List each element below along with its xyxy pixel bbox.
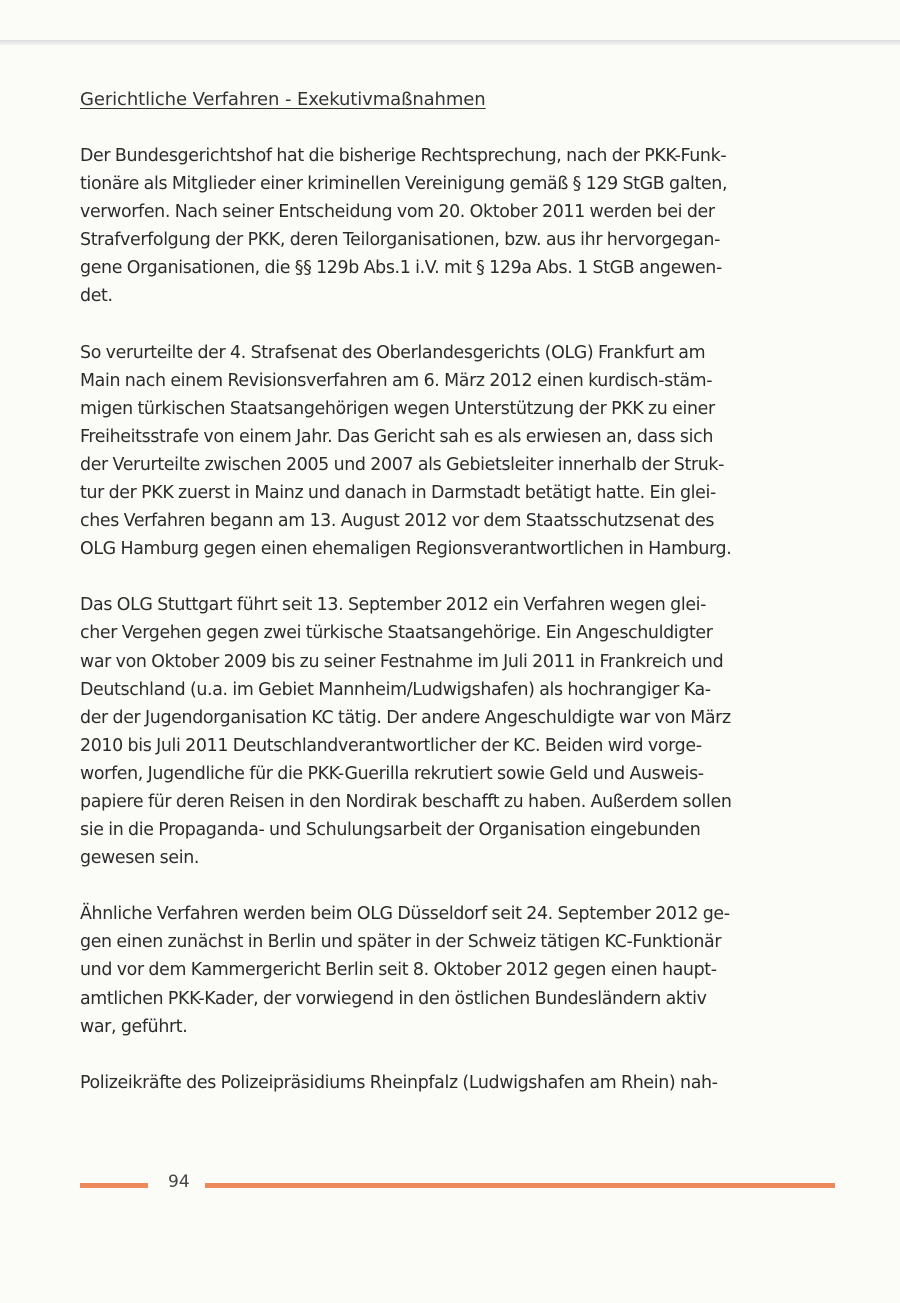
- paragraph: [80, 1069, 840, 1097]
- text-line: Der Bundesgerichtshof hat die bisherige Rechtsprechung, nach der PKK-Funk-: [80, 146, 727, 166]
- text-line: ches Verfahren begann am 13. August 2012 vor dem Staatsschutzsenat des: [80, 511, 715, 532]
- text-line: verworfen. Nach seiner Entscheidung vom 20. Oktober 2011 werden bei der: [80, 202, 715, 223]
- text-line: der der Jugendorganisation KC tätig. Der andere Angeschuldigte war von März: [80, 707, 731, 728]
- paragraph: [80, 900, 840, 1040]
- page-number: 94: [168, 1172, 190, 1192]
- text-line: det.: [80, 286, 113, 307]
- section-heading: Gerichtliche Verfahren - Exekutivmaßnahmen: [80, 89, 486, 110]
- text-line: Ähnliche Verfahren werden beim OLG Düsseldorf seit 24. September 2012 ge-: [80, 904, 730, 925]
- text-line: tionäre als Mitglieder einer kriminellen Vereinigung gemäß § 129 StGB galten,: [80, 174, 728, 195]
- paragraph: [80, 591, 840, 872]
- text-line: 2010 bis Juli 2011 Deutschlandverantwortlicher der KC. Beiden wird vorge-: [80, 735, 702, 756]
- text-line: amtlichen PKK-Kader, der vorwiegend in den östlichen Bundesländern aktiv: [80, 988, 707, 1009]
- text-line: war, geführt.: [80, 1016, 188, 1037]
- footer-accent-bar-left: [80, 1183, 148, 1188]
- text-line: worfen, Jugendliche für die PKK-Guerilla rekrutiert sowie Geld und Ausweis-: [80, 763, 704, 784]
- paragraph: [80, 339, 840, 564]
- paragraph-container: [80, 142, 840, 1097]
- text-line: So verurteilte der 4. Strafsenat des Oberlandesgerichts (OLG) Frankfurt am: [80, 342, 706, 363]
- text-line: Main nach einem Revisionsverfahren am 6. März 2012 einen kurdisch-stäm-: [80, 370, 713, 391]
- footer-accent-bar-right: [205, 1183, 835, 1188]
- text-line: der Verurteilte zwischen 2005 und 2007 als Gebietsleiter innerhalb der Struk-: [80, 454, 725, 475]
- text-line: papiere für deren Reisen in den Nordirak beschafft zu haben. Außerdem sollen: [80, 791, 732, 812]
- page-footer: [80, 1170, 835, 1194]
- text-line: gewesen sein.: [80, 848, 200, 869]
- text-line: war von Oktober 2009 bis zu seiner Festnahme im Juli 2011 in Frankreich und: [80, 651, 724, 672]
- text-line: Polizeikräfte des Polizeipräsidiums Rheinpfalz (Ludwigshafen am Rhein) nah-: [80, 1072, 718, 1093]
- text-line: gen einen zunächst in Berlin und später in der Schweiz tätigen KC-Funktionär: [80, 932, 722, 953]
- text-line: Das OLG Stuttgart führt seit 13. September 2012 ein Verfahren wegen glei-: [80, 595, 707, 616]
- text-line: Freiheitsstrafe von einem Jahr. Das Gericht sah es als erwiesen an, dass sich: [80, 426, 713, 447]
- text-line: sie in die Propaganda- und Schulungsarbeit der Organisation eingebunden: [80, 820, 701, 841]
- text-line: Deutschland (u.a. im Gebiet Mannheim/Ludwigshafen) als hochrangiger Ka-: [80, 679, 711, 700]
- text-line: tur der PKK zuerst in Mainz und danach in Darmstadt betätigt hatte. Ein glei-: [80, 483, 716, 504]
- text-line: Strafverfolgung der PKK, deren Teilorganisationen, bzw. aus ihr hervorgegan-: [80, 230, 720, 251]
- scan-edge-shadow: [0, 40, 900, 46]
- paragraph: [80, 142, 840, 311]
- page-content: [80, 88, 840, 1125]
- text-line: cher Vergehen gegen zwei türkische Staatsangehörige. Ein Angeschuldigter: [80, 623, 713, 644]
- text-line: gene Organisationen, die §§ 129b Abs.1 i.V. mit § 129a Abs. 1 StGB angewen-: [80, 258, 722, 279]
- text-line: OLG Hamburg gegen einen ehemaligen Regionsverantwortlichen in Hamburg.: [80, 539, 732, 560]
- text-line: migen türkischen Staatsangehörigen wegen Unterstützung der PKK zu einer: [80, 398, 715, 419]
- text-line: und vor dem Kammergericht Berlin seit 8. Oktober 2012 gegen einen haupt-: [80, 960, 717, 981]
